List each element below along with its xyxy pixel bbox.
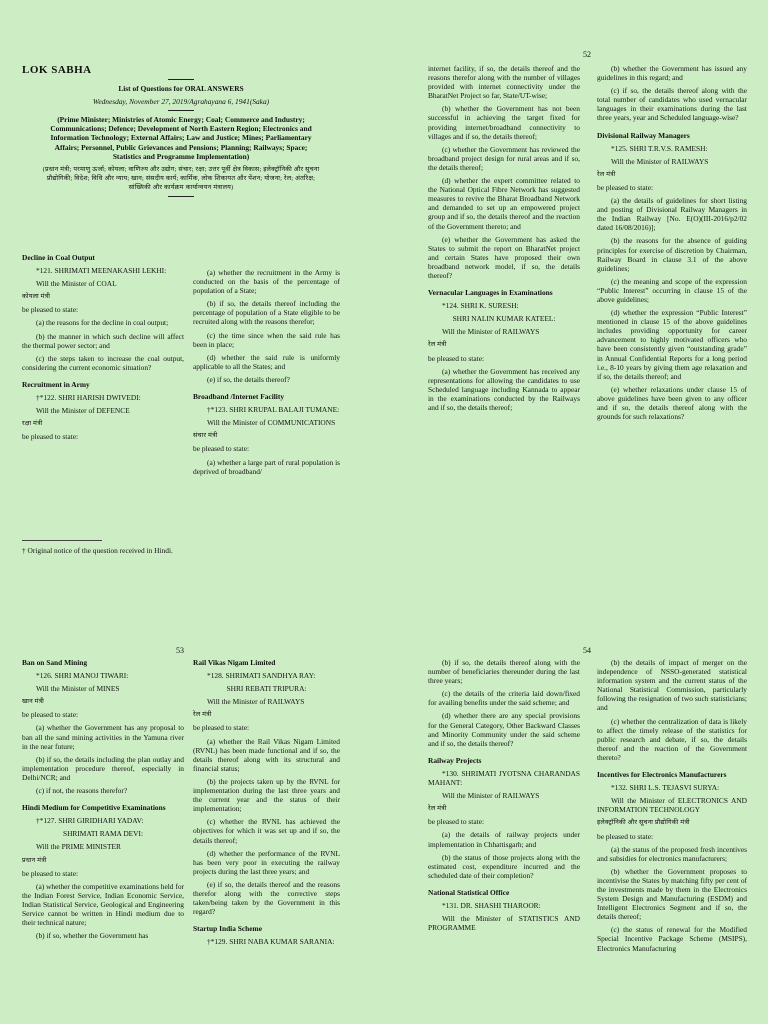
q124-minister: Will the Minister of RAILWAYS — [442, 327, 540, 337]
heading-railway-projects: Railway Projects — [428, 755, 482, 765]
q128-e: (e) if so, the details thereof and the reasons therefor along with the corrective steps taken/being taken by the Government in this regard? — [193, 879, 340, 917]
q129-c: (c) the details of the criteria laid down/fixed for availing benefits under the said scheme; and — [428, 689, 580, 708]
q126-pleased: be pleased to state: — [22, 710, 79, 720]
q122-member: †*122. SHRI HARISH DWIVEDI: — [36, 393, 141, 403]
q124-a: (a) whether the Government has received any representations for allowing the candidates to use Scheduled language including Kannada to appear in the examinations conducted by the Railways and if so, the details thereof; — [428, 366, 580, 412]
q121-minister: Will the Minister of COAL — [36, 279, 117, 289]
q123-b: (b) whether the Government has not been successful in achieving the target fixed for providing internet/broadband connectivity to villages and if so, the details thereof; — [428, 104, 580, 141]
q121-member: *121. SHRIMATI MEENAKASHI LEKHI: — [36, 266, 167, 276]
q124-member2: SHRI NALIN KUMAR KATEEL: — [452, 314, 556, 324]
date-line: Wednesday, November 27, 2019/Agrahayana 6, 1941(Saka) — [92, 97, 270, 107]
page2-col3 — [428, 658, 580, 936]
q127-b: (b) if so, whether the Government has — [36, 931, 149, 941]
q132-minister: Will the Minister of ELECTRONICS AND INFORMATION TECHNOLOGY — [597, 796, 747, 815]
heading-drm: Divisional Railway Managers — [597, 130, 690, 140]
q129-member: †*129. SHRI NABA KUMAR SARANIA: — [207, 937, 335, 947]
q123-member: †*123. SHRI KRUPAL BALAJI TUMANE: — [207, 405, 340, 415]
q123-c: (c) whether the Government has reviewed the broadband project design for rural areas and if so, the details thereof; — [428, 144, 580, 172]
q124-member1: *124. SHRI K. SURESH: — [442, 301, 519, 311]
page1-col4 — [597, 64, 747, 425]
q130-minister: Will the Minister of RAILWAYS — [442, 791, 540, 801]
q130-a: (a) the details of railway projects under implementation in Chhattisgarh; and — [428, 830, 580, 849]
list-title: List of Questions for ORAL ANSWERS — [118, 84, 244, 94]
heading-rvnl: Rail Vikas Nigam Limited — [193, 658, 276, 667]
q125-e: (e) whether relaxations under clause 15 of above guidelines have been given to any officer and if so, the details thereof along with the grounds for such relaxations? — [597, 384, 747, 422]
q128-pleased: be pleased to state: — [193, 723, 250, 733]
q121-pleased: be pleased to state: — [22, 305, 79, 315]
q131-minister: Will the Minister of STATISTICS AND PROGRAMME — [428, 914, 580, 933]
q125-hindi: रेल मंत्री — [597, 170, 616, 178]
q125-member: *125. SHRI T.R.V.S. RAMESH: — [611, 143, 708, 153]
heading-broadband: Broadband /Internet Facility — [193, 392, 285, 402]
q130-b: (b) the status of those projects along with the estimated cost, expenditure incurred and the scheduled date of their completion? — [428, 852, 580, 880]
q123-hindi: संचार मंत्री — [193, 432, 218, 440]
page1-col3 — [428, 64, 580, 416]
q122-c: (c) the time since when the said rule has been in place; — [193, 330, 340, 349]
q132-a: (a) the status of the proposed fresh incentives and subsidies for electronics manufacturers; — [597, 844, 747, 863]
heading-electronics: Incentives for Electronics Manufacturers — [597, 770, 727, 780]
q132-c: (c) the status of renewal for the Modified Special Incentive Package Scheme (MSIPS), Electronics Manufacturing — [597, 925, 747, 953]
page-number-left: 53 — [176, 646, 184, 655]
q121-a: (a) the reasons for the decline in coal output; — [36, 318, 169, 328]
q128-hindi: रेल मंत्री — [193, 711, 212, 719]
q128-c: (c) whether the RVNL has achieved the objectives for which it was set up and if so, the details thereof; — [193, 817, 340, 845]
q127-hindi: प्रधान मंत्री — [22, 856, 47, 864]
heading-sand-mining: Ban on Sand Mining — [22, 658, 88, 667]
q130-member: *130. SHRIMATI JYOTSNA CHARANDAS MAHANT: — [428, 768, 580, 788]
page1-col1 — [22, 66, 340, 201]
q125-d: (d) whether the expression “Public Interest” mentioned in clause 15 of the above guidelines includes providing opportunity for career advancement to highly motivated officers who have been consistently given “outstanding grade” in Annual Confidential Reports for a long period i.e., 8-10 years by giving them age relaxation and if so, the details thereof; and — [597, 308, 747, 381]
q125-minister: Will the Minister of RAILWAYS — [611, 156, 709, 166]
q124-hindi: रेल मंत्री — [428, 341, 447, 349]
q127-pleased: be pleased to state: — [22, 868, 79, 878]
q131-c: (c) whether the centralization of data is likely to affect the timely release of the statistics for public research and debate, if so, the details thereof and the reaction of the Government thereto? — [597, 716, 747, 762]
heading-nso: National Statistical Office — [428, 887, 510, 897]
q126-c: (c) if not, the reasons therefor? — [36, 786, 128, 796]
q127-a: (a) whether the competitive examinations held for the Indian Forest Service, Indian Economic Service, Indian Statistical Service, Geological and Engineering Service cannot be written in Hindi medium due to their technical nature; — [22, 881, 184, 928]
q122-a: (a) whether the recruitment in the Army is conducted on the basis of the percentage of population of a State; — [193, 268, 340, 296]
document-title: LOK SABHA — [22, 64, 92, 76]
q124-b: (b) whether the Government has issued any guidelines in this regard; and — [597, 64, 747, 83]
q131-member: *131. DR. SHASHI THAROOR: — [442, 900, 541, 910]
q126-b: (b) if so, the details including the plan outlay and implementation procedure thereof, especially in Delhi/NCR; and — [22, 754, 184, 782]
page1-col2 — [193, 268, 340, 480]
q131-b: (b) the details of impact of merger on the independence of NSSO-generated statistical information system and the current status of the National Statistical Commission, particularly following the resignation of two such statisticians; and — [597, 658, 747, 713]
q132-member: *132. SHRI L.S. TEJASVI SURYA: — [611, 783, 720, 793]
q125-a: (a) the details of guidelines for short listing and posting of Divisional Railway Managers in the Indian Railway [No. E(O)(III-2016/p2/02 dated 16/08/2016)]; — [597, 196, 747, 233]
q129-d: (d) whether there are any special provisions for the General Category, Other Backward Classes and Minority Community under the said scheme and if so, the details thereof? — [428, 711, 580, 748]
q128-b: (b) the projects taken up by the RVNL for implementation during the last three years and the current year and the status of their implementation; — [193, 776, 340, 814]
q132-b: (b) whether the Government proposes to incentivise the States by matching fifty per cent of the investments made by them in the Electronics System Design and Manufacturing (ESDM) and Intelligent Electronics Segment and if so, the details thereof; — [597, 866, 747, 922]
q127-minister: Will the PRIME MINISTER — [36, 842, 121, 852]
q123-pleased: be pleased to state: — [193, 444, 250, 454]
heading-vernacular: Vernacular Languages in Examinations — [428, 288, 553, 298]
q130-hindi: रेल मंत्री — [428, 805, 447, 813]
q132-hindi: इलेक्ट्रॉनिकी और सूचना प्रौद्योगिकी मंत्री — [597, 819, 690, 827]
q123-a: (a) whether a large part of rural population is deprived of broadband/ — [193, 457, 340, 476]
q123-e: (e) whether the Government has asked the States to submit the report on BharatNet project and certain States have proposed their own broadband network model, if so, the details thereof? — [428, 234, 580, 280]
q123-a-cont: internet facility, if so, the details thereof and the reasons therefor along with the number of villages provided with internet connectivity under the BharatNet Project so far, State/UT-wise; — [428, 64, 580, 101]
q129-b: (b) if so, the details thereof along with the number of beneficiaries thereunder during the last three years; — [428, 658, 580, 686]
q121-c: (c) the steps taken to increase the coal output, considering the current economic situation? — [22, 353, 184, 372]
page-number: 52 — [583, 50, 591, 59]
q128-member1: *128. SHRIMATI SANDHYA RAY: — [207, 671, 316, 681]
q126-a: (a) whether the Government has any proposal to ban all the sand mining activities in the Yamuna river in the near future; — [22, 723, 184, 751]
heading-startup: Startup India Scheme — [193, 924, 262, 934]
q127-member2: SHRIMATI RAMA DEVI: — [62, 829, 144, 839]
q126-minister: Will the Minister of MINES — [36, 684, 120, 694]
page-number-right: 54 — [583, 646, 591, 655]
q130-pleased: be pleased to state: — [428, 817, 485, 827]
heading-decline-coal: Decline in Coal Output — [22, 253, 95, 262]
q124-pleased: be pleased to state: — [428, 353, 485, 363]
q128-member2: SHRI REBATI TRIPURA: — [226, 684, 307, 694]
q126-member: *126. SHRI MANOJ TIWARI: — [36, 671, 129, 681]
page2-col4 — [597, 658, 747, 957]
q121-b: (b) the manner in which such decline will affect the thermal power sector; and — [22, 331, 184, 350]
q128-d: (d) whether the performance of the RVNL has been very poor in executing the railway projects during the last three years; and — [193, 848, 340, 876]
q125-c: (c) the meaning and scope of the expression “Public Interest” occurring in clause 15 of the above guidelines; — [597, 276, 747, 304]
page-53-54 — [0, 512, 768, 1024]
page1-col1-body — [22, 253, 184, 445]
q128-a: (a) whether the Rail Vikas Nigam Limited (RVNL) has been made functional and if so, the details thereof along with its structural and financial status; — [193, 736, 340, 773]
q123-minister: Will the Minister of COMMUNICATIONS — [207, 418, 336, 428]
q125-pleased: be pleased to state: — [597, 182, 654, 192]
page2-col1 — [22, 658, 184, 944]
q124-c: (c) if so, the details thereof along with the total number of candidates who used vernacular languages in their examinations during the last three years, year and Scheduled language-wise? — [597, 86, 747, 123]
ministries-rule — [168, 196, 194, 197]
heading-recruitment-army: Recruitment in Army — [22, 379, 90, 389]
q123-d: (d) whether the expert committee related to the National Optical Fibre Network has suggested measures to revive the Bharat Broadband Network and demanded to set up an empowered project group and if so, the details thereof and the reaction of the Government thereto; and — [428, 176, 580, 231]
q126-hindi: खान मंत्री — [22, 698, 45, 706]
q121-hindi: कोयला मंत्री — [22, 293, 51, 301]
footnote: † Original notice of the question received in Hindi. — [22, 546, 173, 555]
q128-minister: Will the Minister of RAILWAYS — [207, 697, 305, 707]
page2-col2 — [193, 658, 340, 950]
heading-hindi-medium: Hindi Medium for Competitive Examinations — [22, 803, 166, 813]
q122-pleased: be pleased to state: — [22, 432, 79, 442]
title-rule — [168, 79, 194, 80]
ministries-hindi: (प्रधान मंत्री; परमाणु ऊर्जा; कोयला; वाणिज्य और उद्योग; संचार; रक्षा; उत्तर पूर्वी क्षेत्र विकास; इलेक्ट्रॉनिकी और सूचना प्रौद्योगिकी; विदेश; विधि और न्याय; खान; संसदीय कार्य; कार्मिक, लोक शिकायत और पेंशन; योजना; रेल; अंतरिक्ष; सांख्यिकी और कार्यक्रम कार्यान्वयन मंत्रालय) — [42, 165, 320, 191]
ministries-english: (Prime Minister; Ministries of Atomic Energy; Coal; Commerce and Industry; Communications; Defence; Development of North Eastern Region; Electronics and Information Technology; External Affairs; Law and Justice; Mines; Parliamentary Affairs; Personnel, Public Grievances and Pensions; Planning; Railways; Space; Statistics and Programme Implementation) — [50, 115, 312, 161]
q122-hindi: रक्षा मंत्री — [22, 420, 43, 428]
date-rule — [168, 110, 194, 111]
q122-b: (b) if so, the details thereof including the percentage of population of a State eligible to be recruited along with the reasons therefor; — [193, 299, 340, 327]
q122-minister: Will the Minister of DEFENCE — [36, 406, 130, 416]
q122-e: (e) if so, the details thereof? — [207, 374, 290, 384]
q125-b: (b) the reasons for the absence of guiding principles for exercise of discretion by Chairman, Railway Board in clause 3.1 of the above guidelines; — [597, 236, 747, 273]
q127-member1: †*127. SHRI GIRIDHARI YADAV: — [36, 816, 144, 826]
q122-d: (d) whether the said rule is uniformly applicable to all the States; and — [193, 352, 340, 371]
q132-pleased: be pleased to state: — [597, 831, 654, 841]
